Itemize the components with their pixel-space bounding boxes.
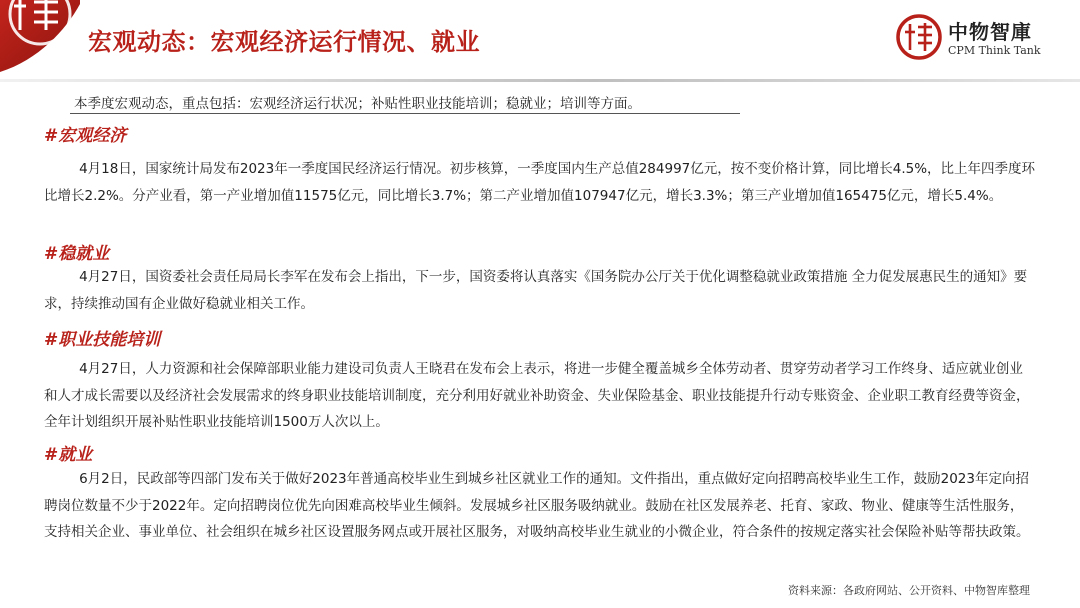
brand-logo bbox=[896, 14, 1066, 64]
section-paragraph-macro-economy: 4月18日，国家统计局发布2023年一季度国民经济运行情况。初步核算，一季度国内生产总值284997亿元，按不变价格计算，同比增长4.5%，比上年四季度环比增长2.2%。分产业看，第一产业增加值11575亿元，同比增长3.7%；第二产业增加值107947亿元，增长3.3%；第三产业增加值165475亿元，增长5.4%。 bbox=[44, 161, 1036, 204]
summary-text: 本季度宏观动态，重点包括：宏观经济运行状况；补贴性职业技能培训；稳就业；培训等方面。 bbox=[74, 96, 641, 112]
section-heading-macro-economy: #宏观经济 bbox=[44, 126, 127, 146]
page-title: 宏观动态：宏观经济运行情况、就业 bbox=[88, 28, 480, 56]
section-heading-skills-training: #职业技能培训 bbox=[44, 330, 161, 350]
section-paragraph-employment: 6月2日，民政部等四部门发布关于做好2023年普通高校毕业生到城乡社区就业工作的通知。文件指出，重点做好定向招聘高校毕业生工作，鼓励2023年定向招聘岗位数量不少于2022年。定向招聘岗位优先向困难高校毕业生倾斜。发展城乡社区服务吸纳就业。鼓励在社区发展养老、托育、家政、物业、健康等生活性服务，支持相关企业、事业单位、社会组织在城乡社区设置服务网点或开展社区服务，对吸纳高校毕业生就业的小微企业，符合条件的按规定落实社会保险补贴等帮扶政策。 bbox=[44, 471, 1030, 540]
brand-seal-icon bbox=[896, 14, 942, 60]
header-divider bbox=[0, 79, 1080, 82]
corner-logo-icon bbox=[0, 0, 80, 72]
section-heading-stable-employment: #稳就业 bbox=[44, 244, 110, 264]
summary-underline bbox=[70, 113, 740, 114]
section-paragraph-stable-employment: 4月27日，国资委社会责任局局长李军在发布会上指出，下一步，国资委将认真落实《国务院办公厅关于优化调整稳就业政策措施 全力促发展惠民生的通知》要求，持续推动国有企业做好稳就业相关工作。 bbox=[44, 269, 1028, 312]
brand-subtitle: CPM Think Tank bbox=[948, 44, 1041, 57]
section-paragraph-skills-training: 4月27日，人力资源和社会保障部职业能力建设司负责人王晓君在发布会上表示，将进一步健全覆盖城乡全体劳动者、贯穿劳动者学习工作终身、适应就业创业和人才成长需要以及经济社会发展需求的终身职业技能培训制度，充分利用好就业补助资金、失业保险基金、职业技能提升行动专账资金、企业职工教育经费等资金，全年计划组织开展补贴性职业技能培训1500万人次以上。 bbox=[44, 361, 1030, 430]
section-heading-employment: #就业 bbox=[44, 445, 93, 465]
brand-name: 中物智庫 bbox=[948, 20, 1032, 44]
source-note: 资料来源：各政府网站、公开资料、中物智库整理 bbox=[788, 584, 1030, 597]
